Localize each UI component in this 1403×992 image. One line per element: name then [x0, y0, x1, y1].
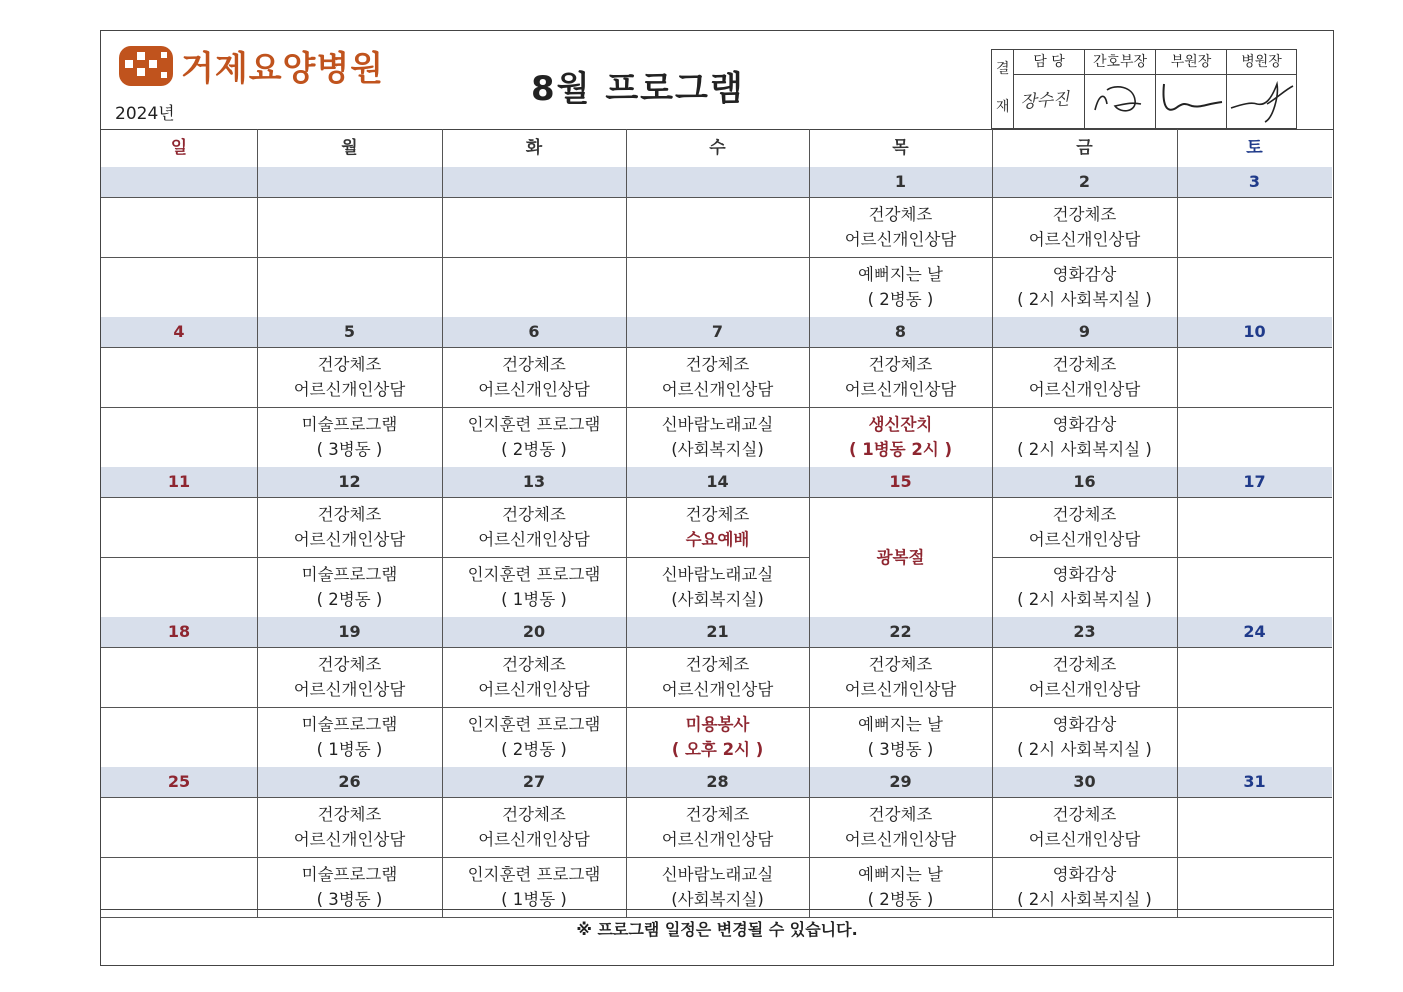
- program-line: (사회복지실): [671, 890, 764, 909]
- program-entry: [809, 347, 992, 407]
- program-line: 수요예배: [685, 530, 750, 549]
- day-header: 목: [892, 138, 909, 158]
- grid-line: [101, 707, 257, 708]
- date-number: 6: [528, 322, 540, 341]
- program-line: 어르신개인상담: [1028, 680, 1141, 699]
- program-line: ( 1병동 ): [501, 890, 567, 909]
- program-entry: [257, 347, 442, 407]
- program-entry: [442, 707, 626, 767]
- program-entry: [626, 707, 809, 767]
- approval-col-nursing: [1085, 50, 1156, 128]
- program-line: 어르신개인상담: [293, 830, 406, 849]
- program-line: 신바람노래교실: [661, 415, 774, 434]
- program-line: 미술프로그램: [301, 565, 398, 584]
- program-line: ( 3병동 ): [316, 890, 383, 909]
- program-entry: [442, 557, 626, 617]
- date-number: 22: [889, 622, 912, 641]
- program-line: ( 1병동 ): [316, 740, 383, 759]
- date-number: 30: [1073, 772, 1096, 791]
- program-line: 어르신개인상담: [661, 380, 774, 399]
- program-line: 어르신개인상담: [1028, 230, 1141, 249]
- program-line: ( 2병동 ): [501, 440, 567, 459]
- date-number: 2: [1078, 172, 1091, 191]
- program-line: ( 2시 사회복지실 ): [1017, 440, 1152, 459]
- day-header: 수: [709, 138, 726, 158]
- date-number: 1: [894, 172, 907, 191]
- program-line: 건강체조: [502, 355, 566, 374]
- grid-line: [1177, 129, 1178, 917]
- date-number: 8: [894, 322, 907, 341]
- date-number: 27: [522, 772, 546, 791]
- program-line: 건강체조: [502, 505, 566, 524]
- date-number: [257, 167, 442, 197]
- program-entry: [442, 497, 626, 557]
- date-number: 7: [711, 322, 724, 341]
- program-line: 영화감상: [1052, 865, 1117, 884]
- program-line: 신바람노래교실: [661, 865, 774, 884]
- program-line: 어르신개인상담: [478, 380, 590, 399]
- date-number: 9: [1078, 322, 1091, 341]
- program-line: ( 3병동 ): [316, 440, 383, 459]
- grid-line: [101, 407, 257, 408]
- date-number: 11: [167, 472, 191, 491]
- program-line: ( 2시 사회복지실 ): [1017, 740, 1152, 759]
- program-line: 어르신개인상담: [1028, 380, 1141, 399]
- date-number: 18: [167, 622, 191, 641]
- nursing-signature-icon: [1085, 74, 1155, 128]
- program-line: 어르신개인상담: [478, 830, 590, 849]
- program-line: 건강체조: [317, 355, 382, 374]
- program-entry: [809, 497, 992, 617]
- hospital-logo-icon: [117, 42, 175, 90]
- program-line: 건강체조: [685, 355, 750, 374]
- grid-line: [626, 129, 627, 917]
- program-line: 광복절: [876, 547, 925, 567]
- program-entry: [992, 407, 1177, 467]
- approval-role: 담 당: [1014, 50, 1084, 75]
- date-number: [101, 167, 257, 197]
- program-line: (사회복지실): [671, 590, 764, 609]
- program-line: ( 2시 사회복지실 ): [1017, 590, 1152, 609]
- program-entry: [257, 497, 442, 557]
- program-line: 미용봉사: [685, 715, 750, 734]
- program-line: ( 2시 사회복지실 ): [1017, 890, 1152, 909]
- date-number: 4: [173, 322, 185, 341]
- approval-col-staff: [1014, 50, 1085, 128]
- program-entry: [626, 647, 809, 707]
- date-number: 31: [1243, 772, 1266, 791]
- approval-col-vice: [1156, 50, 1227, 128]
- program-line: ( 1병동 ): [501, 590, 567, 609]
- day-header: 금: [1076, 138, 1093, 158]
- grid-line: [442, 257, 626, 258]
- program-entry: [809, 707, 992, 767]
- program-line: 예뻐지는 날: [858, 715, 943, 734]
- date-number: 25: [167, 772, 191, 791]
- approval-role: 간호부장: [1085, 50, 1155, 75]
- approval-side-top: 결: [996, 61, 1010, 77]
- program-line: (사회복지실): [671, 440, 764, 459]
- year-label: 2024년: [115, 104, 175, 124]
- program-line: 건강체조: [1052, 355, 1117, 374]
- program-line: 미술프로그램: [301, 415, 398, 434]
- date-number: 28: [706, 772, 729, 791]
- grid-line: [1177, 707, 1332, 708]
- program-entry: [992, 857, 1177, 917]
- date-number: 26: [338, 772, 361, 791]
- day-header: 화: [525, 138, 543, 158]
- program-line: 건강체조: [317, 505, 382, 524]
- program-line: ( 2시 사회복지실 ): [1017, 290, 1152, 309]
- grid-line: [257, 257, 442, 258]
- grid-line: [1177, 857, 1332, 858]
- program-line: 인지훈련 프로그램: [467, 565, 601, 584]
- program-entry: [809, 257, 992, 317]
- grid-line: [626, 257, 809, 258]
- hospital-logo: [117, 41, 384, 90]
- program-line: 인지훈련 프로그램: [467, 415, 601, 434]
- date-number: 14: [706, 472, 729, 491]
- program-entry: [809, 857, 992, 917]
- program-entry: [626, 347, 809, 407]
- program-line: 인지훈련 프로그램: [467, 715, 601, 734]
- program-line: 인지훈련 프로그램: [467, 865, 601, 884]
- program-entry: [992, 347, 1177, 407]
- date-number: 23: [1073, 622, 1096, 641]
- program-line: 신바람노래교실: [661, 565, 774, 584]
- date-number: 16: [1073, 472, 1096, 491]
- program-line: 영화감상: [1052, 715, 1117, 734]
- grid-line: [809, 129, 810, 917]
- program-line: 건강체조: [685, 505, 750, 524]
- program-line: ( 2병동 ): [501, 740, 567, 759]
- program-line: 건강체조: [868, 205, 933, 224]
- grid-line: [101, 857, 257, 858]
- program-line: 예뻐지는 날: [858, 865, 943, 884]
- program-line: ( 2병동 ): [867, 290, 934, 309]
- sheet-header: [101, 31, 1333, 130]
- director-signature-icon: [1227, 74, 1296, 128]
- program-line: 건강체조: [1052, 505, 1117, 524]
- program-entry: [626, 857, 809, 917]
- page-title: 8월 프로그램: [531, 69, 745, 109]
- program-entry: [992, 647, 1177, 707]
- date-number: 29: [889, 772, 912, 791]
- schedule-change-note: ※ 프로그램 일정은 변경될 수 있습니다.: [101, 909, 1333, 950]
- program-line: 어르신개인상담: [1028, 830, 1141, 849]
- date-number: 20: [522, 622, 546, 641]
- program-line: 건강체조: [1052, 805, 1117, 824]
- date-number: 5: [343, 322, 356, 341]
- program-entry: [809, 407, 992, 467]
- grid-line: [442, 129, 443, 917]
- date-number: 21: [706, 622, 729, 641]
- program-entry: [442, 347, 626, 407]
- program-line: 어르신개인상담: [478, 680, 590, 699]
- approval-role: 부원장: [1156, 50, 1226, 75]
- program-line: 어르신개인상담: [293, 380, 406, 399]
- day-header: 월: [341, 138, 358, 158]
- program-line: 어르신개인상담: [844, 830, 957, 849]
- approval-side-bottom: 재: [996, 99, 1010, 115]
- program-entry: [442, 857, 626, 917]
- program-entry: [992, 197, 1177, 257]
- vice-signature-icon: [1156, 74, 1226, 128]
- program-entry: [626, 497, 809, 557]
- date-number: [442, 167, 626, 197]
- grid-line: [1177, 257, 1332, 258]
- program-line: 생신잔치: [868, 415, 933, 434]
- program-line: 영화감상: [1052, 265, 1117, 284]
- program-entry: [626, 407, 809, 467]
- program-line: 건강체조: [317, 805, 382, 824]
- day-header: 토: [1246, 138, 1263, 158]
- grid-line: [101, 257, 257, 258]
- program-line: 건강체조: [502, 655, 566, 674]
- program-line: 어르신개인상담: [844, 380, 957, 399]
- program-entry: [992, 707, 1177, 767]
- program-line: 건강체조: [1052, 205, 1117, 224]
- approval-side-label: [992, 50, 1014, 128]
- program-line: ( 2병동 ): [867, 890, 934, 909]
- program-line: 건강체조: [685, 805, 750, 824]
- date-number: 12: [338, 472, 361, 491]
- program-line: 미술프로그램: [301, 865, 398, 884]
- program-entry: [442, 647, 626, 707]
- program-entry: [442, 797, 626, 857]
- date-number: 15: [889, 472, 912, 491]
- program-line: 어르신개인상담: [844, 680, 957, 699]
- date-number: 10: [1243, 322, 1266, 341]
- grid-line: [257, 129, 258, 917]
- day-header: 일: [170, 138, 188, 158]
- program-line: 건강체조: [868, 655, 933, 674]
- program-line: 어르신개인상담: [661, 680, 774, 699]
- program-line: ( 2병동 ): [316, 590, 383, 609]
- program-entry: [257, 797, 442, 857]
- program-entry: [809, 797, 992, 857]
- program-line: 어르신개인상담: [661, 830, 774, 849]
- program-entry: [992, 497, 1177, 557]
- program-line: 어르신개인상담: [293, 680, 406, 699]
- program-entry: [809, 647, 992, 707]
- program-entry: [809, 197, 992, 257]
- program-line: 어르신개인상담: [478, 530, 590, 549]
- program-entry: [992, 797, 1177, 857]
- date-number: 3: [1248, 172, 1261, 191]
- program-entry: [257, 857, 442, 917]
- program-line: 영화감상: [1052, 415, 1117, 434]
- program-line: 영화감상: [1052, 565, 1117, 584]
- hospital-name: 거제요양병원: [181, 49, 385, 89]
- program-entry: [257, 647, 442, 707]
- program-line: 건강체조: [502, 805, 566, 824]
- program-entry: [626, 557, 809, 617]
- program-entry: [257, 707, 442, 767]
- program-line: 어르신개인상담: [844, 230, 957, 249]
- grid-line: [1177, 557, 1332, 558]
- program-line: 예뻐지는 날: [858, 265, 943, 284]
- program-entry: [257, 557, 442, 617]
- date-number: 19: [338, 622, 361, 641]
- grid-line: [101, 557, 257, 558]
- staff-signature: [1014, 74, 1084, 128]
- grid-line: [1177, 407, 1332, 408]
- program-line: 건강체조: [1052, 655, 1117, 674]
- approval-col-director: [1227, 50, 1296, 128]
- program-line: ( 오후 2시 ): [671, 740, 764, 759]
- date-number: 17: [1243, 472, 1266, 491]
- program-entry: [442, 407, 626, 467]
- program-line: ( 3병동 ): [867, 740, 934, 759]
- date-number: 24: [1243, 622, 1266, 641]
- program-entry: [257, 407, 442, 467]
- program-line: 건강체조: [685, 655, 750, 674]
- program-entry: [626, 797, 809, 857]
- program-sheet: [100, 30, 1334, 966]
- staff-signature-text: 장수진: [1019, 89, 1071, 113]
- program-line: 건강체조: [317, 655, 382, 674]
- program-line: 미술프로그램: [301, 715, 398, 734]
- approval-box: [991, 49, 1297, 129]
- program-line: ( 1병동 2시 ): [848, 440, 953, 459]
- program-line: 어르신개인상담: [293, 530, 406, 549]
- program-line: 어르신개인상담: [1028, 530, 1141, 549]
- date-number: 13: [522, 472, 546, 491]
- program-entry: [992, 557, 1177, 617]
- date-number: [626, 167, 809, 197]
- program-line: 건강체조: [868, 805, 933, 824]
- grid-line: [992, 129, 993, 917]
- program-line: 건강체조: [868, 355, 933, 374]
- approval-role: 병원장: [1227, 50, 1296, 75]
- program-entry: [992, 257, 1177, 317]
- monthly-calendar: [101, 129, 1333, 909]
